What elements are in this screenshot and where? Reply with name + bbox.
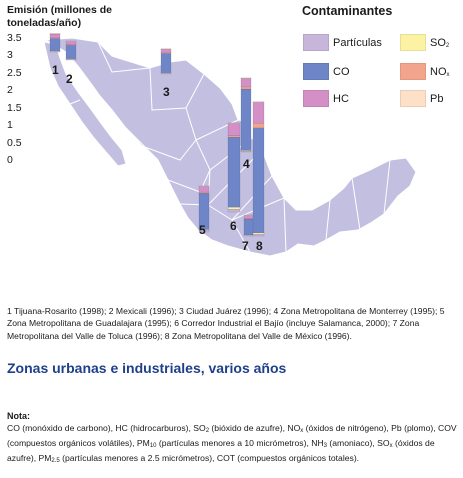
bar-segment-hc-zone-3: [161, 49, 171, 52]
bar-segment-so2-zone-6: [228, 207, 240, 209]
zone-label-7: 7: [242, 239, 249, 253]
bar-segment-pb-zone-7: [244, 215, 254, 216]
nota-part: (bióxido de azufre), NO: [209, 423, 301, 433]
bar-segment-hc-zone-7: [244, 216, 254, 219]
bar-segment-nox-zone-6: [228, 136, 240, 137]
nota-part: (partículas menores a 10 micrómetros), NH: [156, 438, 324, 449]
legend-swatch-hc: [303, 90, 329, 107]
legend-swatch-pb: [400, 90, 426, 107]
bar-segment-hc-zone-4: [241, 79, 251, 87]
bar-segment-nox-zone-8: [253, 123, 264, 128]
nota-sub: x: [389, 443, 393, 450]
bar-segment-pb-zone-6: [228, 123, 240, 124]
y-tick-label: 3: [7, 49, 13, 61]
bar-segment-co-zone-4: [241, 89, 251, 150]
legend-swatch-so2: [400, 34, 426, 51]
nota-sub: 2: [205, 428, 210, 434]
legend-label-particulas: Partículas: [333, 36, 382, 49]
legend-item-particulas: [303, 34, 382, 51]
nota-sub: 10: [149, 443, 157, 450]
legend-label-pb: Pb: [430, 92, 444, 105]
y-tick-label: 3.5: [7, 31, 22, 44]
bar-segment-hc-zone-6: [228, 123, 240, 135]
legend-title: Contaminantes: [302, 4, 393, 18]
bar-segment-hc-zone-5: [199, 187, 209, 193]
bar-segment-nox-zone-4: [241, 87, 251, 89]
legend-swatch-nox: [400, 63, 426, 80]
bar-segment-co-zone-7: [244, 219, 254, 235]
y-axis-title: Emisión (millones de toneladas/año): [7, 4, 113, 29]
y-tick-label: 2.5: [7, 66, 22, 79]
nota-title: Nota:: [7, 411, 30, 421]
bar-segment-hc-zone-2: [66, 42, 76, 45]
y-tick-label: 0: [7, 154, 13, 166]
legend-swatch-particulas: [303, 34, 329, 51]
bar-segment-hc-zone-1: [50, 34, 60, 38]
legend-label-hc: HC: [333, 92, 349, 105]
zone-label-8: 8: [256, 239, 263, 253]
nota-part: (partículas menores a 2.5 micrómetros), COT (compuestos orgánicos totales).: [59, 453, 360, 464]
legend-item-so2: [400, 34, 449, 51]
legend-swatch-co: [303, 63, 329, 80]
zone-label-1: 1: [52, 63, 59, 77]
bar-segment-co-zone-2: [66, 45, 76, 58]
legend-item-nox: [400, 63, 450, 80]
y-tick-label: 2: [7, 84, 13, 96]
zone-label-2: 2: [66, 72, 73, 86]
nota-part: (óxidos de nitrógeno), Pb (plomo), COV (compuestos orgánicos volátiles), PM: [7, 423, 457, 449]
zone-label-3: 3: [163, 85, 170, 99]
bar-segment-pb-zone-4: [241, 78, 251, 79]
nota-sub: 2.5: [51, 458, 60, 465]
bar-segment-pb-zone-8: [253, 102, 264, 103]
y-tick-label: 1.5: [7, 101, 22, 114]
bar-segment-pb-zone-5: [199, 186, 209, 187]
zone-label-5: 5: [199, 223, 206, 237]
bar-segment-co-zone-1: [50, 39, 60, 51]
legend-item-co: [303, 63, 350, 80]
bar-segment-particulas-zone-8: [253, 234, 264, 236]
zone-label-6: 6: [230, 219, 237, 233]
zone-label-4: 4: [243, 157, 250, 171]
bar-segment-pb-zone-1: [50, 33, 60, 34]
legend-item-hc: [303, 90, 349, 107]
nota-text: [7, 422, 457, 468]
bar-segment-particulas-zone-6: [228, 209, 240, 212]
bar-segment-pb-zone-3: [161, 49, 171, 50]
bar-segment-co-zone-8: [253, 128, 264, 233]
bar-segment-hc-zone-8: [253, 102, 264, 123]
legend-label-co: CO: [333, 65, 350, 78]
bar-segment-co-zone-6: [228, 137, 240, 207]
nota-part: (óxidos de azufre), PM: [7, 438, 435, 464]
nota-part: CO (monóxido de carbono), HC (hidrocarburos), SO: [7, 423, 206, 433]
y-tick-label: 0.5: [7, 136, 22, 149]
nota-sub: x: [300, 428, 304, 434]
bar-segment-so2-zone-8: [253, 233, 264, 234]
legend-item-pb: [400, 90, 443, 107]
legend-label-nox: $NO_x$: [430, 65, 450, 78]
y-tick-label: 1: [7, 119, 13, 131]
nota-sub: 3: [323, 443, 327, 450]
bar-segment-pb-zone-2: [66, 41, 76, 42]
nota-part: (amoniaco), SO: [327, 438, 390, 449]
legend-label-so2: $SO_2$: [430, 36, 450, 49]
section-title: Zonas urbanas e industriales, varios años: [7, 360, 287, 376]
zones-caption: 1 Tijuana-Rosarito (1998); 2 Mexicali (1996); 3 Ciudad Juárez (1996); 4 Zona Metropolitana de Monterrey (1995); 5 Zona Metropolitana de Guadalajara (1995); 6 Corredor Industrial el Bajío (incluye Salamanca, 2000); 7 Zona Metropolitana del Valle de Toluca (1996); 8 Zona Metropolitana del Valle de México (1996).: [7, 306, 445, 341]
bar-segment-co-zone-3: [161, 53, 171, 72]
